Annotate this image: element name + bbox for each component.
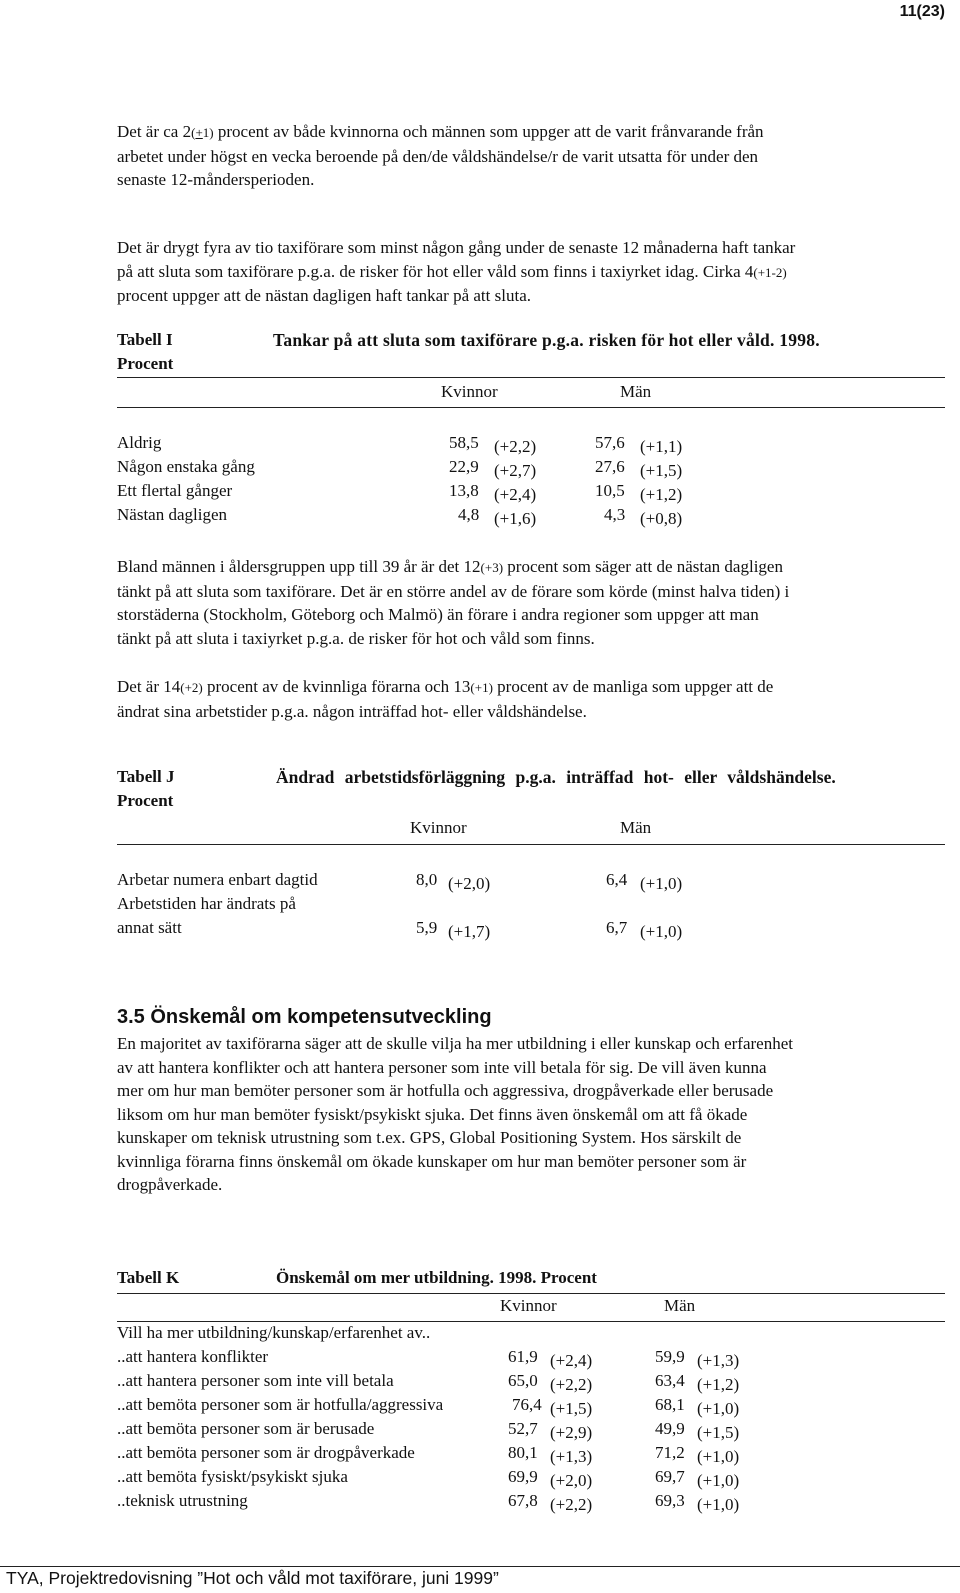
table-i-label: Tabell I [117, 330, 173, 349]
intro-p1-line-2: arbetet under högst en vecka beroende på den/de våldshändelse/r de varit utsatta för under den [117, 146, 759, 166]
table-i-top-rule [117, 377, 945, 378]
intro-paragraph-2 [117, 236, 795, 308]
table-i-header-rule [117, 407, 945, 408]
paragraph-3 [117, 555, 789, 650]
p3-line-3: storstäderna (Stockholm, Göteborg och Malmö) än förare i andra regioner som uppger att man [117, 605, 759, 624]
section-35-paragraph: En majoritet av taxiförarna säger att de skulle vilja ha mer utbildning i eller kunskap och erfarenhet av att hantera konflikter och att hantera personer som inte vill betala för sig. De vill även kunna mer om hur man bemöter personer som är hotfulla och aggressiva, drogpåverkade eller berusade liksom om hur man bemöter fysiskt/psykiskt sjuka. Det finns även önskemål om att få ökade kunskaper om teknisk utrustning som t.ex. GPS, Global Positioning System. Hos särskilt de kvinnliga förarna finns önskemål om ökade kunskaper om hur man bemöter personer som är drogpåverkade. [117, 1034, 793, 1194]
table-j-title: Ändrad arbetstidsförläggning p.g.a. inträffad hot- eller våldshändelse. [276, 767, 836, 787]
p3-line-1: Bland männen i åldersgruppen upp till 39 år är det 12(+3) procent som säger att de nästan dagligen [117, 557, 783, 576]
table-j-col-women: Kvinnor [410, 818, 467, 837]
footer-rule [0, 1566, 960, 1567]
p3-line-4: tänkt på att sluta i taxiyrket p.g.a. de risker för hot och våld som finns. [117, 628, 595, 648]
p4-line-2: ändrat sina arbetstider p.g.a. någon inträffad hot- eller våldshändelse. [117, 701, 587, 721]
table-k-subheading: Vill ha mer utbildning/kunskap/erfarenhet av.. [117, 1323, 431, 1342]
table-j-unit: Procent [117, 791, 174, 810]
intro-p1-line-1: Det är ca 2(+1) procent av både kvinnorna och männen som uppger att de varit frånvarande från [117, 122, 764, 141]
table-j-header-rule [117, 844, 945, 845]
intro-p2-line-2: på att sluta som taxiförare p.g.a. de risker för hot eller våld som finns i taxiyrket idag. Cirka 4(+1-2) [117, 261, 787, 281]
table-k-col-women: Kvinnor [500, 1296, 557, 1315]
p3-line-2: tänkt på att sluta som taxiförare. Det är en större andel av de förare som körde (minst halva tiden) i [117, 581, 790, 601]
table-k-top-rule [117, 1293, 945, 1294]
table-k-header-rule [117, 1321, 945, 1322]
table-i-title: Tankar på att sluta som taxiförare p.g.a. risken för hot eller våld. 1998. [273, 330, 820, 350]
page-number: 11(23) [899, 3, 945, 20]
table-j-col-men: Män [620, 818, 652, 837]
paragraph-4 [117, 675, 773, 723]
intro-p2-line-1: Det är drygt fyra av tio taxiförare som minst någon gång under de senaste 12 månaderna haft tankar [117, 238, 796, 257]
table-i-col-women: Kvinnor [441, 382, 498, 401]
table-i-unit: Procent [117, 354, 174, 373]
table-k-title: Önskemål om mer utbildning. 1998. Procent [276, 1268, 597, 1287]
intro-paragraph-1 [117, 120, 764, 192]
section-heading: 3.5 Önskemål om kompetensutveckling [117, 1006, 492, 1028]
intro-p1-line-3: senaste 12-måndersperioden. [117, 170, 315, 189]
table-i-col-men: Män [620, 382, 652, 401]
intro-p2-line-3: procent uppger att de nästan dagligen haft tankar på att sluta. [117, 286, 531, 305]
table-k-col-men: Män [664, 1296, 696, 1315]
table-j-label: Tabell J [117, 767, 175, 786]
table-k-label: Tabell K [117, 1268, 180, 1287]
footer-text: TYA, Projektredovisning ”Hot och våld mot taxiförare, juni 1999” [6, 1568, 499, 1588]
p4-line-1: Det är 14(+2) procent av de kvinnliga förarna och 13(+1) procent av de manliga som uppger att de [117, 677, 774, 696]
